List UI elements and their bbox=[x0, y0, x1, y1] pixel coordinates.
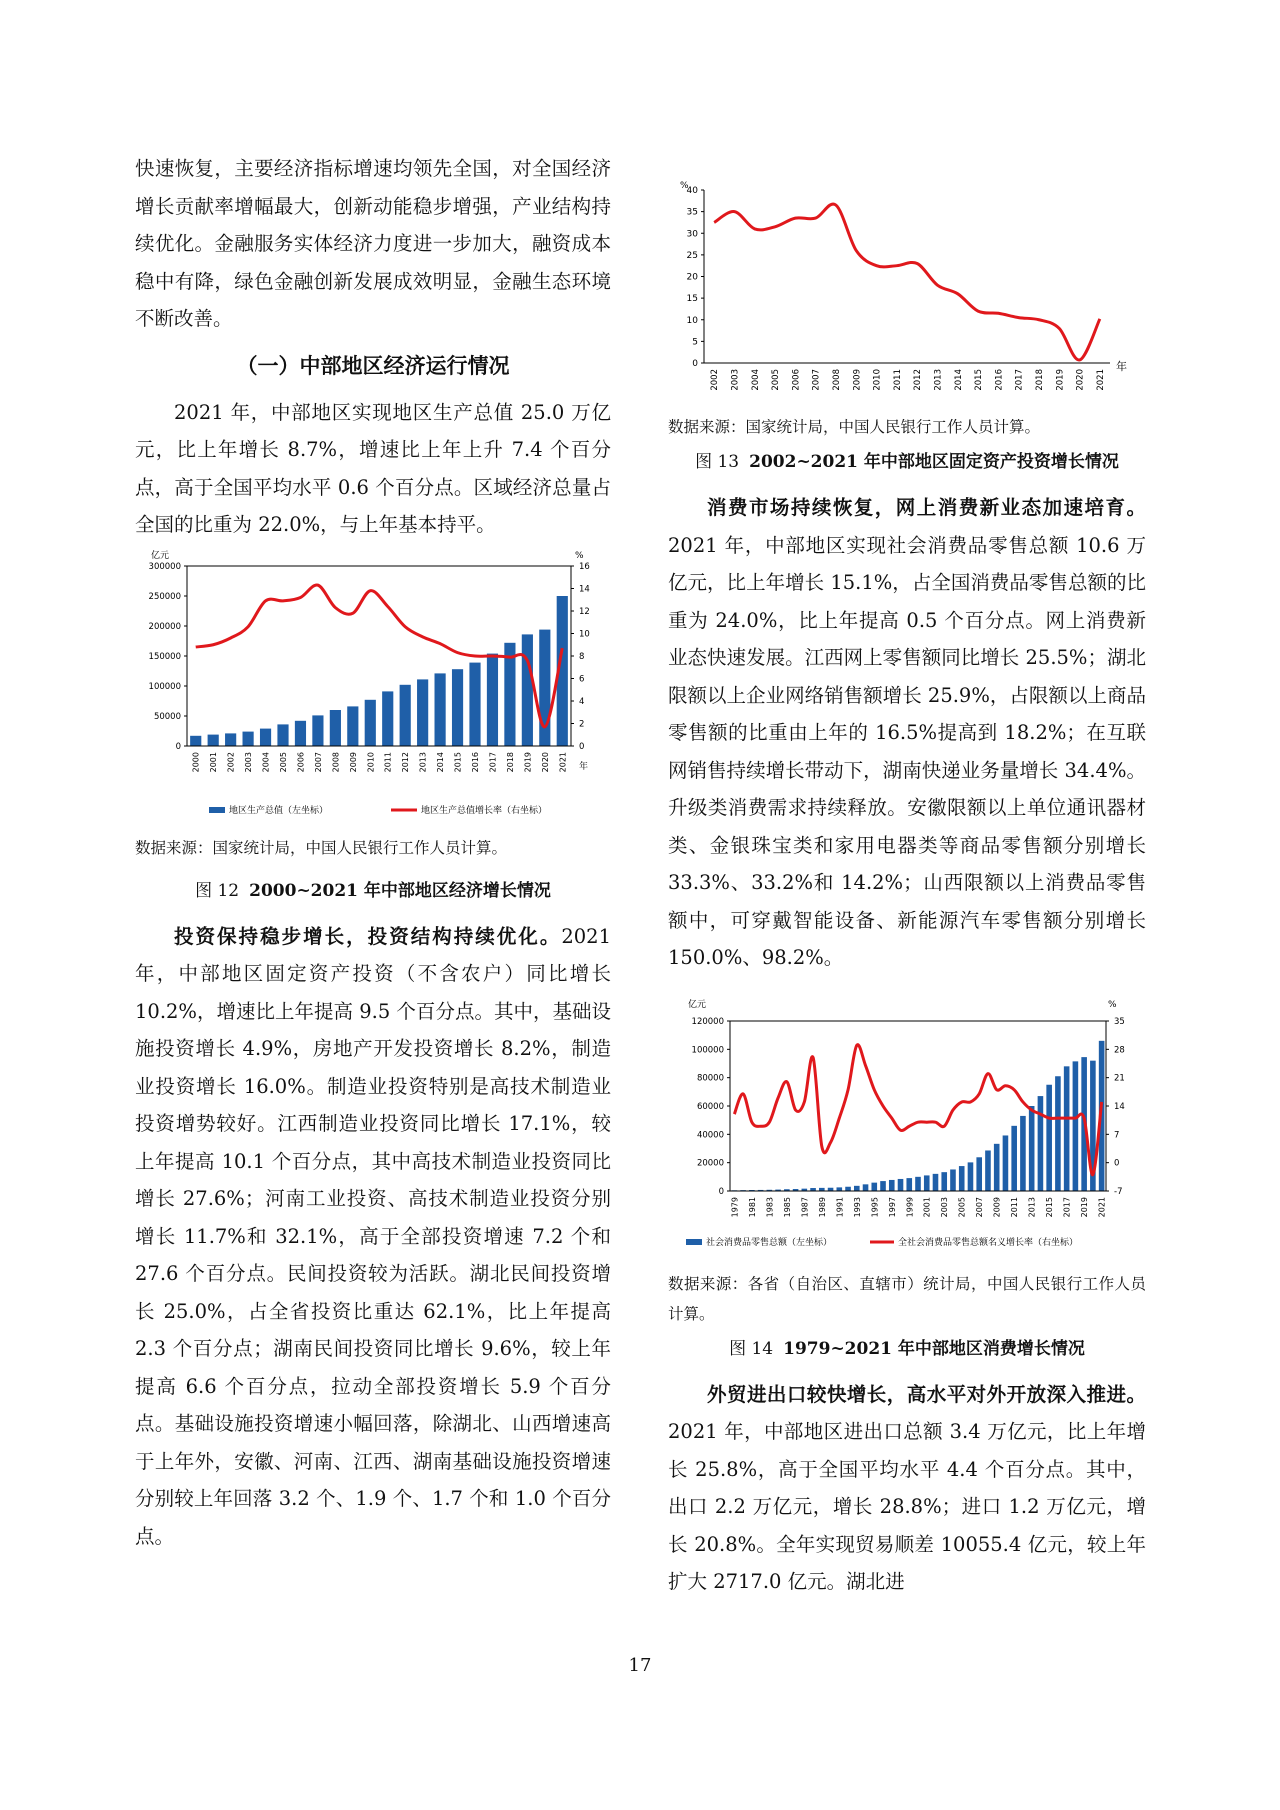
fig12-right-tick-label: 10 bbox=[579, 629, 590, 639]
fig14-right-tick-label: 21 bbox=[1114, 1073, 1125, 1084]
fig12-caption bbox=[135, 879, 611, 904]
fig14-bar bbox=[898, 1178, 904, 1190]
fig14-x-tick-label: 2007 bbox=[975, 1196, 985, 1217]
fig14-bar bbox=[1011, 1125, 1017, 1190]
fig12-bar bbox=[208, 734, 219, 745]
fig13-growth-line bbox=[714, 204, 1100, 360]
fig12-bar bbox=[365, 699, 376, 745]
fig14-bar bbox=[924, 1175, 930, 1191]
fig13-caption-number: 图 13 bbox=[695, 452, 740, 472]
fig14-left-tick-label: 60000 bbox=[696, 1101, 724, 1112]
fig14-caption-text: 1979~2021 年中部地区消费增长情况 bbox=[783, 1338, 1085, 1359]
figure-12-chart bbox=[135, 544, 611, 829]
fig12-right-tick-label: 0 bbox=[579, 741, 585, 752]
fig13-x-tick-label: 2014 bbox=[953, 369, 964, 391]
fig14-x-tick-label: 1983 bbox=[765, 1196, 775, 1217]
fig14-x-tick-label: 2011 bbox=[1010, 1196, 1020, 1217]
fig12-bar bbox=[295, 720, 306, 745]
fig12-left-tick-label: 150000 bbox=[148, 651, 181, 662]
fig14-bar bbox=[976, 1157, 982, 1191]
fig12-bar bbox=[277, 724, 288, 746]
fig12-x-tick-label: 2013 bbox=[418, 751, 428, 772]
fig14-legend-bar: 社会消费品零售总额（左坐标） bbox=[706, 1237, 833, 1248]
fig13-x-tick-label: 2019 bbox=[1055, 369, 1066, 391]
fig12-right-tick-label: 6 bbox=[579, 674, 585, 684]
fig14-bar bbox=[1046, 1084, 1052, 1190]
fig13-y-tick-label: 25 bbox=[686, 250, 698, 261]
fig12-x-tick-label: 2004 bbox=[261, 751, 271, 772]
fig14-left-tick-label: 40000 bbox=[696, 1129, 724, 1140]
fig14-right-tick-label: 7 bbox=[1114, 1129, 1120, 1140]
fig12-left-tick-label: 50000 bbox=[153, 711, 181, 722]
fig12-bar bbox=[243, 731, 254, 745]
investment-lead: 投资保持稳步增长，投资结构持续优化。 bbox=[174, 924, 562, 948]
fig12-x-tick-label: 2009 bbox=[348, 751, 358, 772]
fig14-bar bbox=[837, 1187, 843, 1191]
fig13-x-tick-label: 2021 bbox=[1095, 369, 1106, 391]
intro-paragraph: 快速恢复，主要经济指标增速均领先全国，对全国经济增长贡献率增幅最大，创新动能稳步增强，产业结构持续优化。金融服务实体经济力度进一步加大，融资成本稳中有降，绿色金融创新发展成效明显，金融生态环境不断改善。 bbox=[135, 157, 611, 330]
fig12-right-ticks bbox=[571, 562, 590, 752]
fig12-legend-line: 地区生产总值增长率（右坐标） bbox=[421, 805, 548, 816]
fig13-x-tick-label: 2007 bbox=[811, 369, 822, 391]
fig12-left-tick-label: 100000 bbox=[148, 681, 181, 692]
fig14-bar bbox=[1064, 1066, 1070, 1191]
fig12-bar bbox=[347, 706, 358, 746]
fig12-bar bbox=[190, 735, 201, 745]
consumption-body: 2021 年，中部地区实现社会消费品零售总额 10.6 万亿元，比上年增长 15.1%，占全国消费品零售总额的比重为 24.0%，比上年提高 0.5 个百分点。网上消费新业态快速发展。江西网上零售额同比增长 25.5%；湖北限额以上企业网络销售额增长 25.9%，占限额以上商品零售额的比重由上年的 16.5%提高到 18.2%；在互联网销售持续增长带动下，湖南快递业务量增长 34.4%。升级类消费需求持续释放。安徽限额以上单位通讯器材类、金银珠宝类和家用电器类等商品零售额分别增长 33.3%、33.2%和 14.2%；山西限额以上消费品零售额中，可穿戴智能设备、新能源汽车零售额分别增长 150.0%、98.2%。 bbox=[668, 533, 1146, 969]
fig14-bar bbox=[985, 1150, 991, 1191]
fig14-right-tick-label: 35 bbox=[1114, 1016, 1125, 1027]
fig12-right-tick-label: 8 bbox=[579, 651, 585, 662]
fig12-x-tick-label: 2003 bbox=[244, 751, 254, 772]
fig12-right-tick-label: 2 bbox=[579, 719, 585, 729]
fig12-bar bbox=[382, 691, 393, 746]
fig12-left-ticks bbox=[149, 562, 187, 752]
fig14-bar bbox=[933, 1173, 939, 1190]
fig12-right-tick-label: 12 bbox=[579, 606, 590, 617]
fig12-left-tick-label: 200000 bbox=[148, 621, 181, 632]
fig14-caption-number: 图 14 bbox=[729, 1338, 774, 1359]
fig14-x-tick-label: 2001 bbox=[922, 1196, 932, 1217]
fig13-y-tick-label: 35 bbox=[686, 207, 698, 218]
fig13-x-tick-label: 2010 bbox=[872, 369, 883, 391]
left-column bbox=[135, 150, 611, 1555]
fig12-x-tick-label: 2000 bbox=[191, 751, 201, 772]
section-heading: （一）中部地区经济运行情况 bbox=[236, 353, 510, 378]
fig14-source: 数据来源：各省（自治区、直辖市）统计局，中国人民银行工作人员计算。 bbox=[668, 1274, 1146, 1323]
fig14-right-tick-label: 0 bbox=[1114, 1158, 1120, 1169]
fig12-caption-text: 2000~2021 年中部地区经济增长情况 bbox=[249, 880, 551, 901]
fig12-caption-number: 图 12 bbox=[195, 880, 240, 901]
fig12-x-tick-label: 2007 bbox=[313, 751, 323, 772]
fig12-right-tick-label: 4 bbox=[579, 696, 585, 707]
fig12-left-unit: 亿元 bbox=[151, 550, 170, 561]
fig12-right-unit: % bbox=[575, 550, 584, 561]
fig13-x-tick-label: 2015 bbox=[974, 369, 985, 391]
fig13-x-tick-label: 2003 bbox=[730, 369, 741, 391]
fig13-y-tick-label: 0 bbox=[692, 359, 698, 369]
page-number: 17 bbox=[628, 1655, 652, 1676]
fig14-left-tick-label: 120000 bbox=[691, 1016, 724, 1027]
fig12-bar bbox=[260, 728, 271, 745]
fig12-x-tick-label: 2019 bbox=[523, 751, 533, 772]
fig12-bar bbox=[312, 715, 323, 746]
right-column bbox=[668, 180, 1146, 1601]
fig14-x-tick-label: 1981 bbox=[747, 1196, 757, 1217]
fig14-right-tick-label: 28 bbox=[1114, 1044, 1125, 1055]
fig12-x-tick-label: 2020 bbox=[540, 751, 550, 772]
fig13-source: 数据来源：国家统计局，中国人民银行工作人员计算。 bbox=[668, 418, 1041, 436]
fig14-x-tick-label: 1999 bbox=[905, 1196, 915, 1217]
fig14-left-tick-label: 0 bbox=[718, 1186, 724, 1197]
fig13-y-tick-label: 5 bbox=[692, 337, 698, 348]
fig13-x-ticks bbox=[710, 369, 1106, 391]
fig13-x-tick-label: 2013 bbox=[933, 369, 944, 391]
fig12-x-tick-label: 2002 bbox=[226, 751, 236, 772]
fig12-right-tick-label: 16 bbox=[579, 561, 590, 572]
fig14-right-unit: % bbox=[1108, 999, 1117, 1010]
fig12-bar bbox=[400, 684, 411, 745]
fig13-y-unit: % bbox=[680, 181, 689, 191]
figure-13-chart bbox=[668, 180, 1146, 410]
fig14-x-tick-label: 2009 bbox=[992, 1196, 1002, 1217]
fig14-x-tick-label: 2005 bbox=[957, 1196, 967, 1217]
fig12-bar bbox=[539, 629, 550, 745]
fig13-x-unit: 年 bbox=[1116, 360, 1127, 373]
fig14-bar bbox=[1020, 1115, 1026, 1190]
fig14-x-tick-label: 1995 bbox=[870, 1196, 880, 1217]
fig14-bar bbox=[1055, 1076, 1061, 1191]
fig14-bar bbox=[968, 1162, 974, 1191]
fig12-x-tick-label: 2008 bbox=[331, 751, 341, 772]
fig14-bar bbox=[994, 1143, 1000, 1190]
fig13-y-tick-label: 20 bbox=[686, 272, 698, 283]
fig12-bar bbox=[522, 634, 533, 746]
fig14-x-tick-label: 2017 bbox=[1062, 1196, 1072, 1217]
fig13-x-tick-label: 2020 bbox=[1075, 369, 1086, 391]
fig12-bar bbox=[487, 653, 498, 745]
consumption-paragraph bbox=[668, 489, 1146, 977]
fig12-left-tick-label: 250000 bbox=[148, 591, 181, 602]
fig12-bar bbox=[225, 733, 236, 746]
fig14-bar bbox=[871, 1182, 877, 1190]
fig12-x-tick-label: 2017 bbox=[488, 751, 498, 772]
fig14-x-tick-label: 1993 bbox=[852, 1196, 862, 1217]
fig13-y-tick-label: 15 bbox=[686, 294, 698, 305]
fig14-bar bbox=[1073, 1061, 1079, 1191]
fig14-x-tick-label: 2015 bbox=[1045, 1196, 1055, 1217]
fig14-legend-bar-swatch bbox=[686, 1239, 702, 1245]
fig13-y-tick-label: 30 bbox=[686, 229, 698, 240]
investment-body: 2021 年，中部地区固定资产投资（不含农户）同比增长 10.2%，增速比上年提高 9.5 个百分点。其中，基础设施投资增长 4.9%，房地产开发投资增长 8.2%，制造业投资增长 16.0%。制造业投资特别是高技术制造业投资增势较好。江西制造业投资同比增长 17.1%，较上年提高 10.1 个百分点，其中高技术制造业投资同比增长 27.6%；河南工业投资、高技术制造业投资分别增长 11.7%和 32.1%，高于全部投资增速 7.2 个和 27.6 个百分点。民间投资较为活跃。湖北民间投资增长 25.0%，占全省投资比重达 62.1%，比上年提高 2.3 个百分点；湖南民间投资同比增长 9.6%，较上年提高 6.6 个百分点，拉动全部投资增长 5.9 个百分点。基础设施投资增速小幅回落，除湖北、山西增速高于上年外，安徽、河南、江西、湖南基础设施投资增速分别较上年回落 3.2 个、1.9 个、1.7 个和 1.0 个百分点。 bbox=[135, 924, 611, 1548]
fig14-bar bbox=[854, 1185, 860, 1190]
fig13-x-tick-label: 2011 bbox=[892, 369, 903, 391]
fig14-bars bbox=[732, 1040, 1105, 1190]
fig13-x-tick-label: 2009 bbox=[852, 369, 863, 391]
fig12-x-tick-label: 2001 bbox=[209, 751, 219, 772]
fig13-caption-text: 2002~2021 年中部地区固定资产投资增长情况 bbox=[749, 452, 1119, 472]
fig13-y-tick-label: 10 bbox=[686, 315, 698, 326]
fig12-x-ticks bbox=[192, 752, 568, 772]
fig14-x-tick-label: 2003 bbox=[940, 1196, 950, 1217]
fig14-left-unit: 亿元 bbox=[688, 999, 707, 1010]
fig13-x-tick-label: 2012 bbox=[913, 369, 924, 391]
fig14-right-tick-label: 14 bbox=[1114, 1101, 1125, 1112]
fig14-bar bbox=[1038, 1096, 1044, 1191]
fig13-x-tick-label: 2018 bbox=[1034, 369, 1045, 391]
fig14-bar bbox=[1003, 1135, 1009, 1191]
fig14-left-tick-label: 100000 bbox=[691, 1044, 724, 1055]
fig13-x-tick-label: 2016 bbox=[994, 369, 1005, 391]
fig12-x-unit: 年 bbox=[579, 761, 589, 772]
fig13-y-tick-label: 40 bbox=[686, 186, 698, 196]
fig14-right-tick-label: -7 bbox=[1114, 1186, 1123, 1197]
fig14-bar bbox=[915, 1176, 921, 1190]
fig14-left-tick-label: 80000 bbox=[696, 1073, 724, 1084]
fig12-bars bbox=[190, 596, 568, 746]
fig12-x-tick-label: 2015 bbox=[453, 751, 463, 772]
consumption-lead: 消费市场持续恢复，网上消费新业态加速培育。 bbox=[707, 496, 1146, 519]
fig12-bar bbox=[435, 673, 446, 746]
fig14-bar bbox=[880, 1181, 886, 1191]
fig14-x-tick-label: 1987 bbox=[800, 1196, 810, 1217]
fig12-x-tick-label: 2016 bbox=[471, 751, 480, 772]
fig12-source: 数据来源：国家统计局，中国人民银行工作人员计算。 bbox=[135, 838, 508, 857]
figure-14-chart bbox=[668, 991, 1146, 1261]
fig14-left-ticks bbox=[692, 1017, 730, 1197]
fig12-bar bbox=[469, 662, 480, 745]
fig13-x-tick-label: 2002 bbox=[710, 369, 721, 391]
fig12-legend-bar-swatch bbox=[209, 807, 225, 813]
fig14-caption bbox=[668, 1337, 1146, 1362]
fig14-bar bbox=[845, 1186, 851, 1190]
fig12-x-tick-label: 2006 bbox=[296, 751, 306, 772]
fig12-x-tick-label: 2005 bbox=[279, 751, 288, 772]
fig13-y-ticks bbox=[687, 186, 704, 369]
fig14-x-tick-label: 2019 bbox=[1080, 1196, 1090, 1217]
fig12-x-tick-label: 2011 bbox=[383, 751, 393, 772]
fig12-bar bbox=[417, 679, 428, 746]
trade-paragraph bbox=[668, 1376, 1146, 1601]
fig12-x-tick-label: 2014 bbox=[436, 751, 446, 772]
fig13-x-tick-label: 2005 bbox=[771, 369, 782, 391]
trade-body: 2021 年，中部地区进出口总额 3.4 万亿元，比上年增长 25.8%，高于全国平均水平 4.4 个百分点。其中，出口 2.2 万亿元，增长 28.8%；进口 1.2 万亿元，增长 20.8%。全年实现贸易顺差 10055.4 亿元，较上年扩大 2717.0 亿元。湖北进 bbox=[668, 1420, 1146, 1593]
fig14-x-ticks bbox=[730, 1197, 1106, 1217]
fig14-bar bbox=[941, 1172, 947, 1191]
fig13-x-tick-label: 2006 bbox=[791, 369, 802, 391]
fig14-right-ticks bbox=[1106, 1017, 1125, 1197]
fig12-right-tick-label: 14 bbox=[579, 584, 590, 594]
fig12-bar bbox=[452, 669, 463, 746]
fig13-x-tick-label: 2004 bbox=[750, 369, 761, 391]
fig13-caption bbox=[668, 450, 1146, 475]
fig12-bar bbox=[330, 710, 341, 746]
fig14-bar bbox=[959, 1166, 965, 1191]
fig13-x-tick-label: 2008 bbox=[831, 369, 842, 391]
fig14-bar bbox=[1029, 1106, 1035, 1191]
fig14-bar bbox=[906, 1178, 912, 1191]
fig12-legend-bar: 地区生产总值（左坐标） bbox=[229, 805, 329, 816]
fig14-legend-line: 全社会消费品零售总额名义增长率（右坐标） bbox=[898, 1237, 1079, 1248]
fig12-left-tick-label: 300000 bbox=[148, 561, 181, 572]
fig14-x-tick-label: 1991 bbox=[835, 1196, 845, 1217]
fig14-x-tick-label: 1997 bbox=[887, 1196, 897, 1217]
fig14-x-tick-label: 2013 bbox=[1027, 1196, 1037, 1217]
fig14-x-tick-label: 1989 bbox=[817, 1196, 827, 1217]
gdp-paragraph: 2021 年，中部地区实现地区生产总值 25.0 万亿元，比上年增长 8.7%，增速比上年上升 7.4 个百分点，高于全国平均水平 0.6 个百分点。区域经济总量占全国的比重为 22.0%，与上年基本持平。 bbox=[135, 400, 611, 536]
fig12-left-tick-label: 0 bbox=[175, 741, 181, 752]
fig14-x-tick-label: 1985 bbox=[782, 1196, 792, 1217]
trade-lead: 外贸进出口较快增长，高水平对外开放深入推进。 bbox=[707, 1382, 1146, 1406]
fig14-bar bbox=[889, 1179, 895, 1190]
fig13-x-tick-label: 2017 bbox=[1014, 369, 1025, 391]
fig14-left-tick-label: 20000 bbox=[696, 1158, 724, 1169]
fig14-bar bbox=[950, 1169, 956, 1191]
fig14-bar bbox=[863, 1184, 869, 1191]
fig12-x-tick-label: 2010 bbox=[366, 751, 376, 772]
fig12-x-tick-label: 2018 bbox=[505, 751, 515, 772]
investment-paragraph bbox=[135, 918, 611, 1556]
fig12-x-tick-label: 2012 bbox=[401, 751, 411, 772]
fig14-x-tick-label: 1979 bbox=[730, 1196, 740, 1217]
fig12-x-tick-label: 2021 bbox=[558, 751, 568, 772]
fig14-x-tick-label: 2021 bbox=[1097, 1196, 1107, 1217]
